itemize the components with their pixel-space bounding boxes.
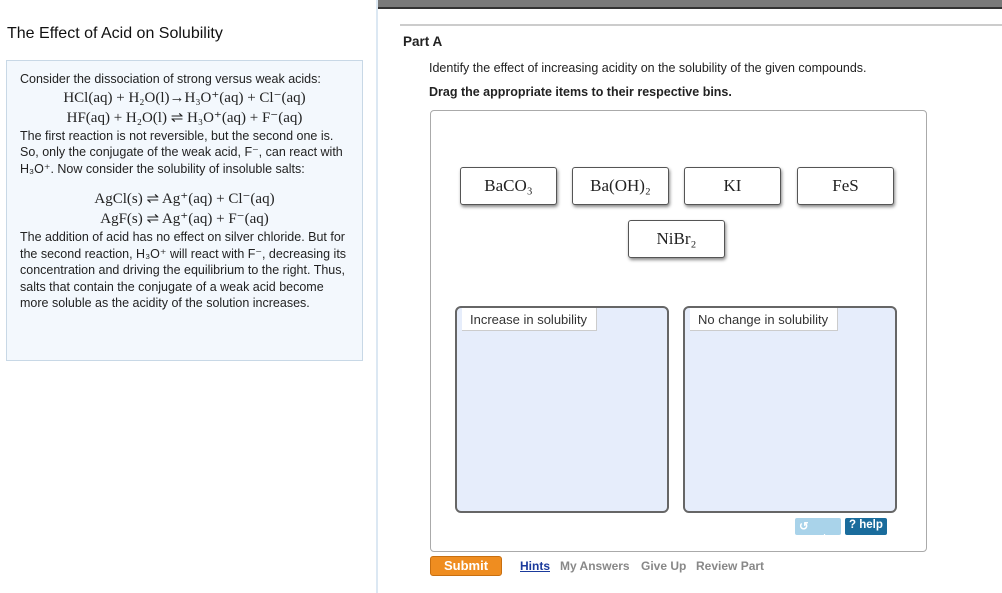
instruction: Drag the appropriate items to their respective bins. (429, 85, 732, 99)
drag-drop-area (430, 110, 927, 552)
bin-increase[interactable] (455, 306, 669, 513)
question-prompt: Identify the effect of increasing acidity on the solubility of the given compounds. (429, 61, 867, 75)
part-label: Part A (403, 34, 443, 49)
give-up-link[interactable]: Give Up (641, 559, 687, 573)
equation: HF(aq) + H₂O(l) ⇌ H₃O⁺(aq) + F⁻(aq) (66, 109, 303, 126)
divider (400, 24, 1002, 26)
info-panel (6, 60, 363, 361)
top-bar (377, 0, 1002, 9)
equation: AgF(s) ⇌ Ag⁺(aq) + F⁻(aq) (100, 211, 269, 227)
equation: HCl(aq) + H₂O(l)→H₃O⁺(aq) + Cl⁻(aq) (63, 89, 306, 106)
review-part-link[interactable]: Review Part (696, 559, 765, 573)
bin-label: No change in solubility (690, 308, 838, 331)
page-title: The Effect of Acid on Solubility (7, 25, 223, 42)
drag-item-ki[interactable]: KI (684, 167, 781, 205)
panel-divider (376, 0, 378, 593)
reset-button[interactable]: ↺ reset (795, 518, 841, 535)
help-button[interactable]: ? help (845, 518, 887, 535)
info-intro: Consider the dissociation of strong versus weak acids: (20, 72, 321, 86)
bin-label: Increase in solubility (462, 308, 597, 331)
bin-no-change[interactable] (683, 306, 897, 513)
info-paragraph: The first reaction is not reversible, but the second one is. So, only the conjugate of the weak acid, F⁻, can react with H₃O⁺. Now consider the solubility of insoluble salts: (20, 128, 343, 176)
drag-item-baco3[interactable]: BaCO₃ (460, 167, 557, 205)
drag-item-baoh2[interactable]: Ba(OH)₂ (572, 167, 669, 205)
hints-link[interactable]: Hints (520, 559, 550, 573)
my-answers-link[interactable]: My Answers (560, 559, 630, 573)
submit-button[interactable]: Submit (430, 556, 502, 576)
info-paragraph: The addition of acid has no effect on silver chloride. But for the second reaction, H₃O⁺ will react with F⁻, decreasing its concentration and driving the equilibrium to the right. Thus, salts that contain the conjugate of a weak acid become more soluble as the acidity of the solution increases. (20, 230, 347, 310)
drag-item-nibr2[interactable]: NiBr₂ (628, 220, 725, 258)
drag-item-fes[interactable]: FeS (797, 167, 894, 205)
equation: AgCl(s) ⇌ Ag⁺(aq) + Cl⁻(aq) (94, 191, 275, 207)
